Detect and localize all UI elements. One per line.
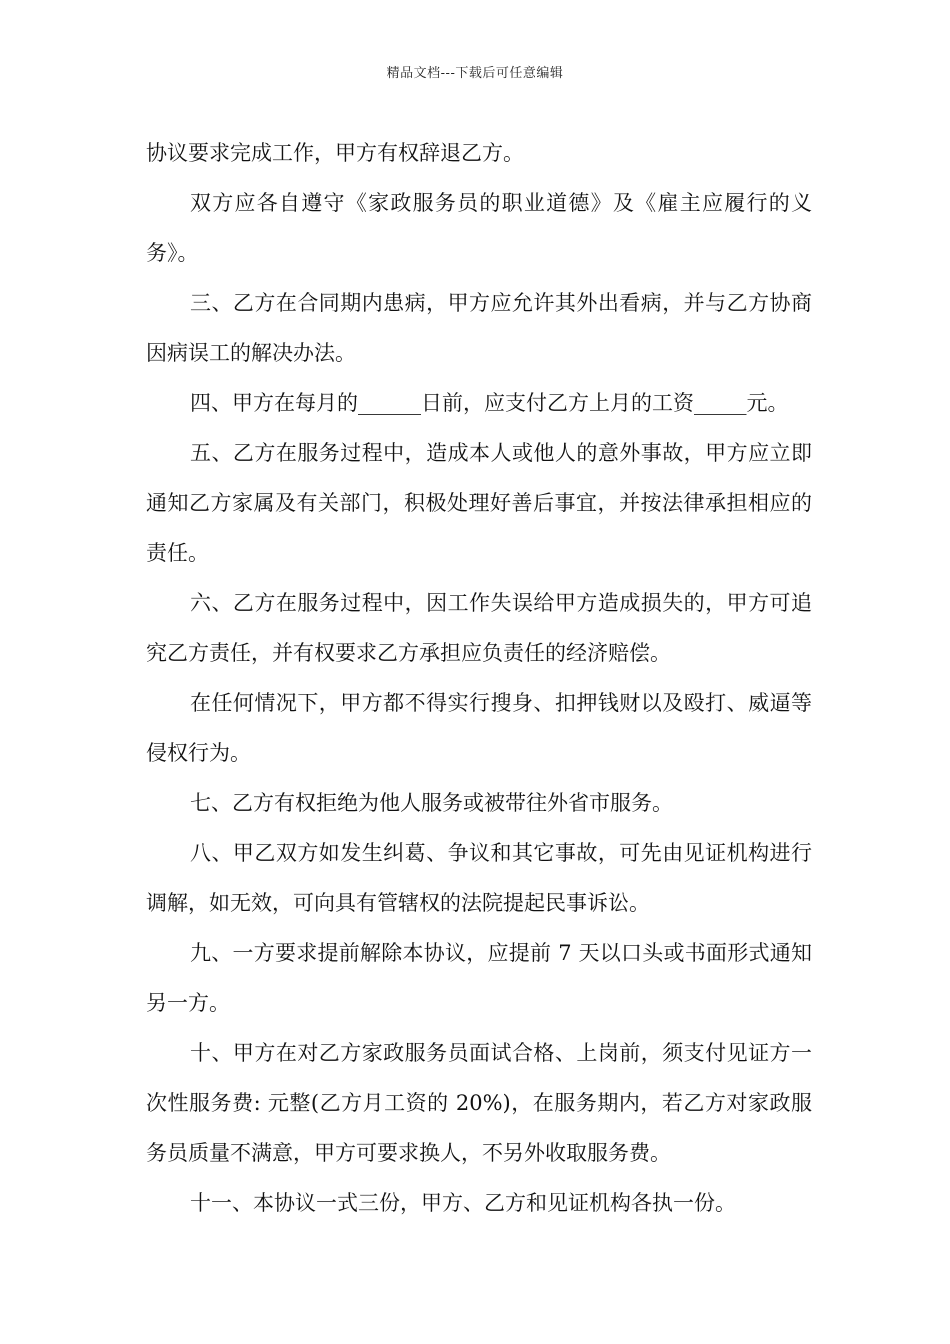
- paragraph-clause-11: 十一、本协议一式三份，甲方、乙方和见证机构各执一份。: [190, 1191, 736, 1215]
- paragraph-clause-7: 七、乙方有权拒绝为他人服务或被带往外省市服务。: [190, 791, 673, 815]
- paragraph-clause-10: 十、甲方在对乙方家政服务员面试合格、上岗前，须支付见证方一次性服务费: 元整(乙方月工资的 20%)，在服务期内，若乙方对家政服务员质量不满意，甲方可要求换人，不另外收取服务费。: [146, 1041, 812, 1165]
- page-header: 精品文档---下载后可任意编辑: [386, 66, 564, 81]
- paragraph-rights: 在任何情况下，甲方都不得实行搜身、扣押钱财以及殴打、威逼等侵权行为。: [146, 691, 812, 765]
- document-body: [146, 128, 812, 1228]
- paragraph-clause-4: 四、甲方在每月的______日前，应支付乙方上月的工资_____元。: [190, 391, 789, 415]
- paragraph-clause-9: 九、一方要求提前解除本协议，应提前 7 天以口头或书面形式通知另一方。: [146, 941, 812, 1015]
- paragraph-continuation: 协议要求完成工作，甲方有权辞退乙方。: [146, 141, 524, 165]
- paragraph-clause-8: 八、甲乙双方如发生纠葛、争议和其它事故，可先由见证机构进行调解，如无效，可向具有管辖权的法院提起民事诉讼。: [146, 841, 812, 915]
- paragraph-clause-3: 三、乙方在合同期内患病，甲方应允许其外出看病，并与乙方协商因病误工的解决办法。: [146, 291, 812, 365]
- paragraph-clause-6: 六、乙方在服务过程中，因工作失误给甲方造成损失的，甲方可追究乙方责任，并有权要求乙方承担应负责任的经济赔偿。: [146, 591, 812, 665]
- paragraph-clause-5: 五、乙方在服务过程中，造成本人或他人的意外事故，甲方应立即通知乙方家属及有关部门，积极处理好善后事宜，并按法律承担相应的责任。: [146, 441, 812, 565]
- paragraph-ethics: 双方应各自遵守《家政服务员的职业道德》及《雇主应履行的义务》。: [146, 191, 812, 265]
